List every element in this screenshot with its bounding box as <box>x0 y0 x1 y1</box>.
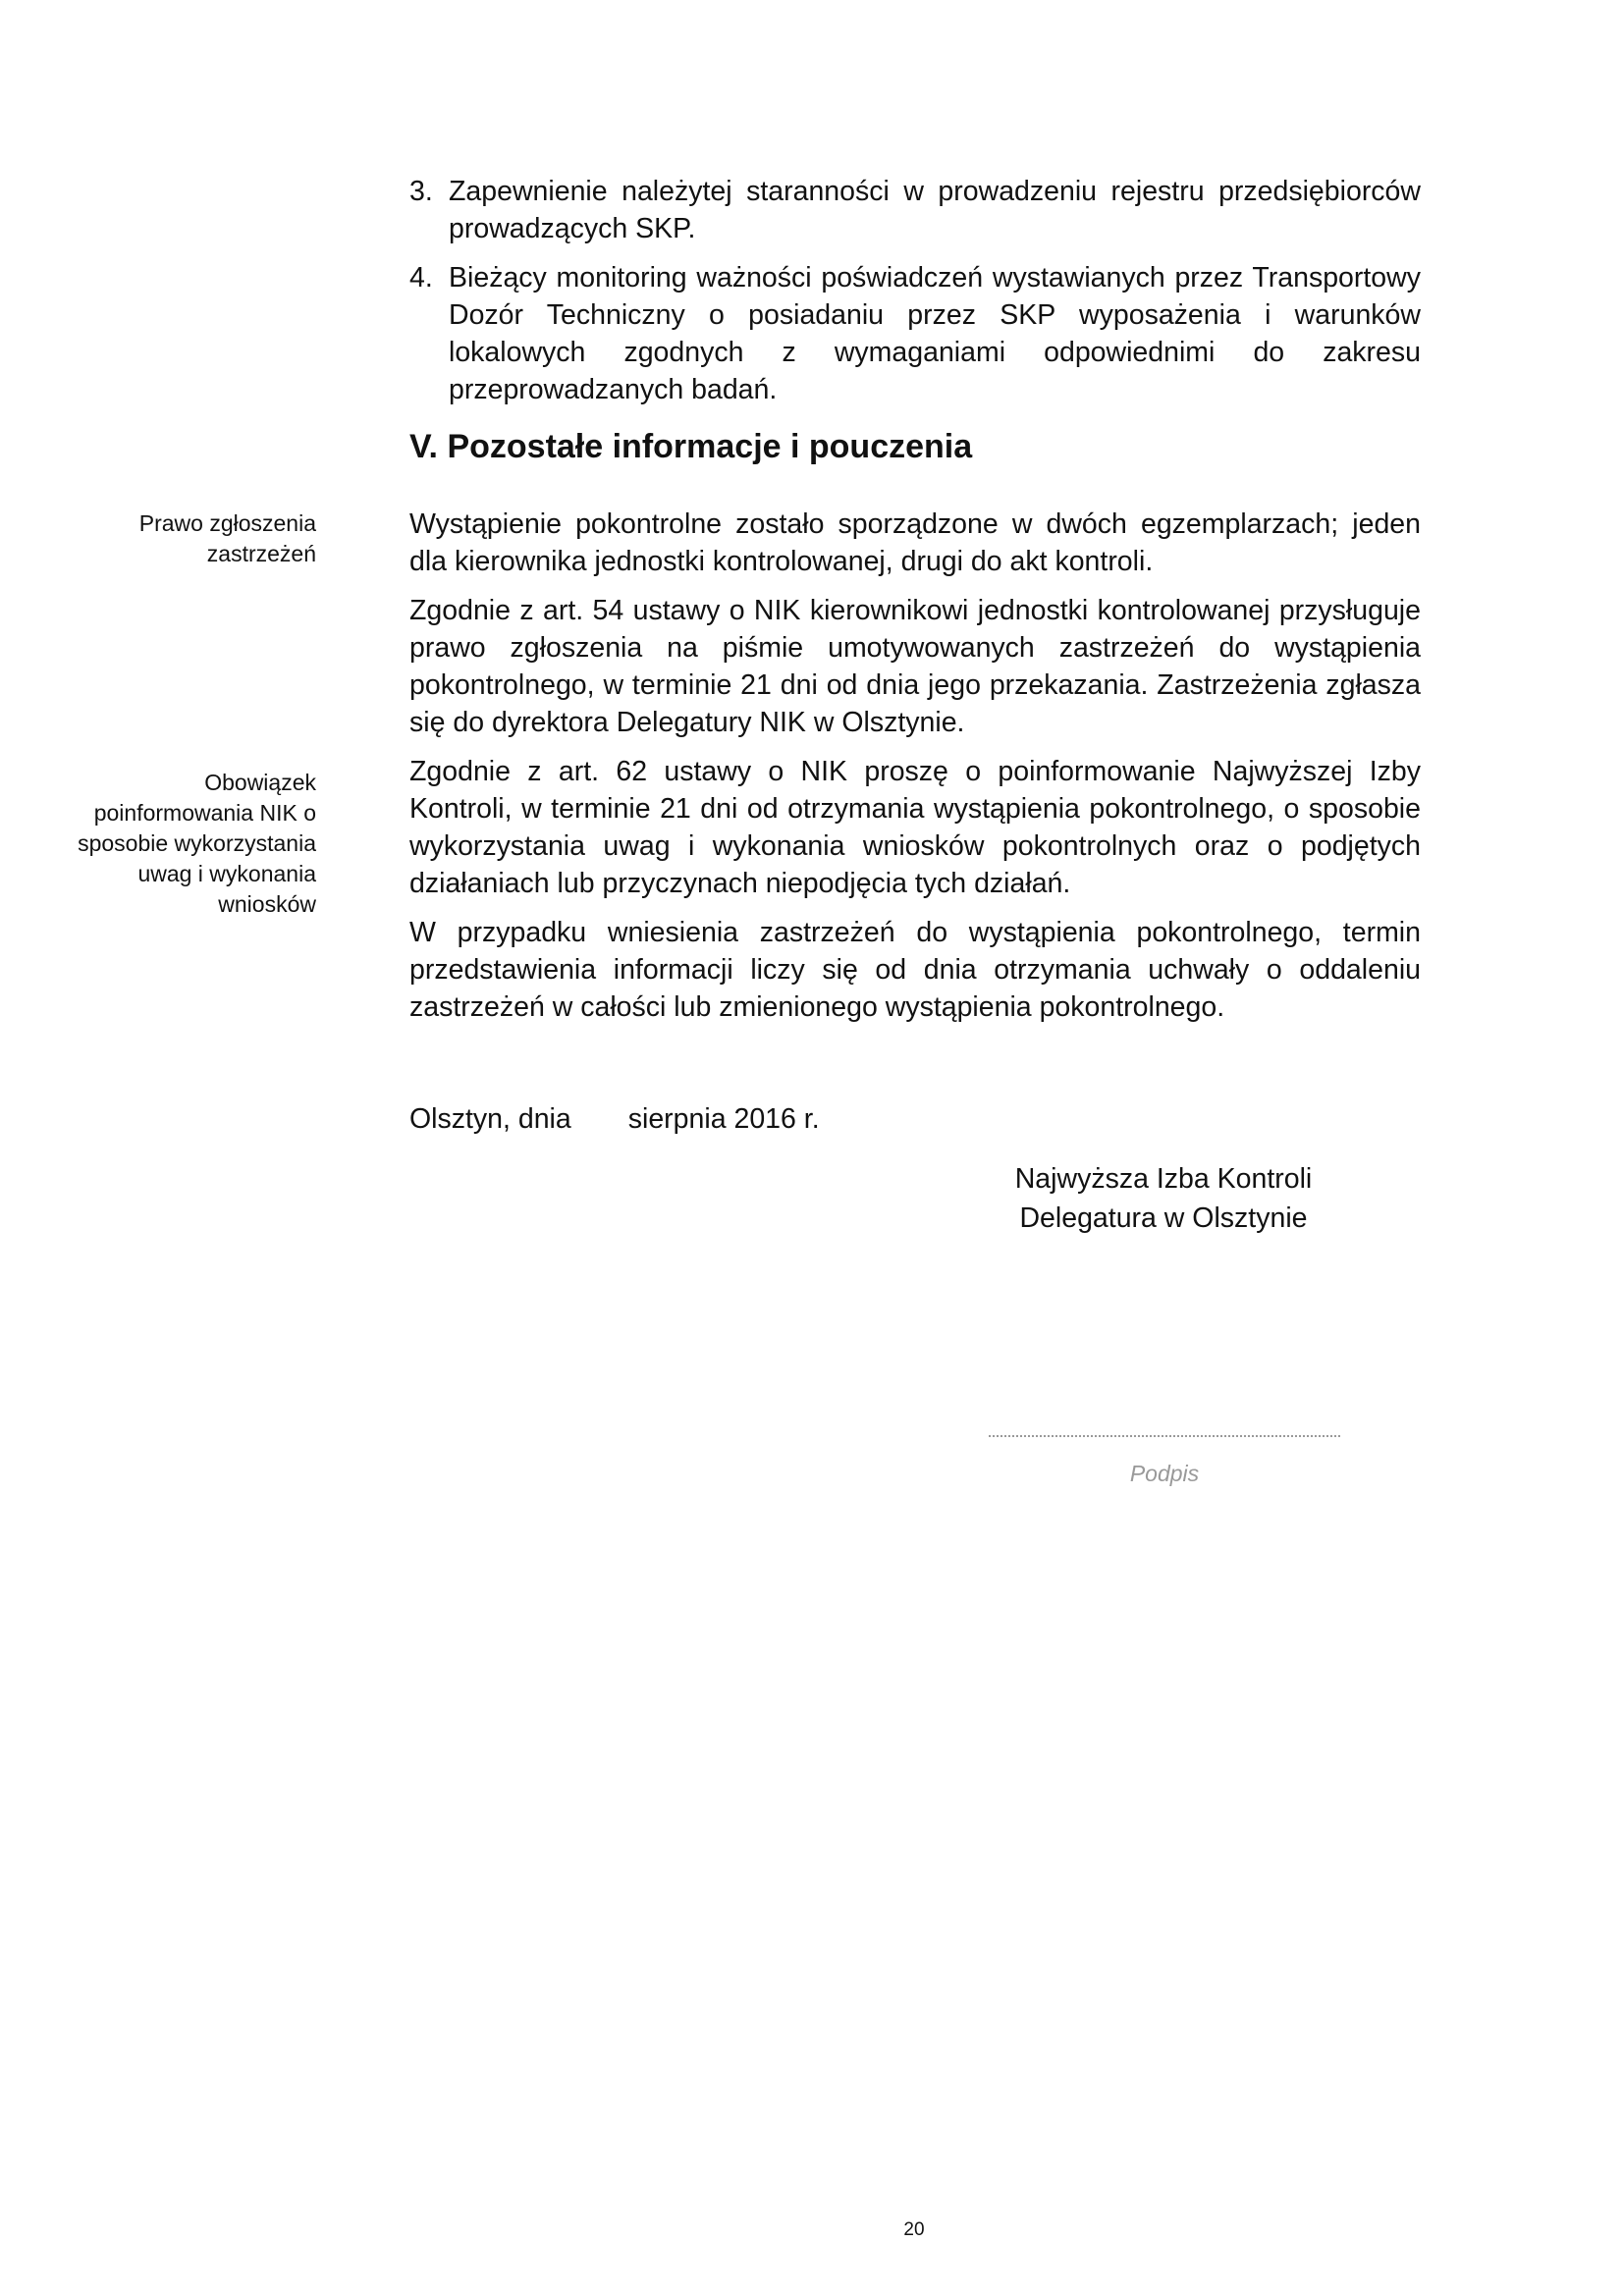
date-value: sierpnia 2016 r. <box>627 1103 820 1135</box>
paragraph: Zgodnie z art. 54 ustawy o NIK kierownikowi jednostki kontrolowanej przysługuje prawo zgłoszenia na piśmie umotywowanych zastrzeżeń do wystąpienia pokontrolnego, w terminie 21 dni od dnia jego przekazania. Zastrzeżenia zgłasza się do dyrektora Delegatury NIK w Olsztynie. <box>409 595 1421 738</box>
recommendations-list <box>409 173 1421 420</box>
list-item-text: Bieżący monitoring ważności poświadczeń wystawianych przez Transportowy Dozór Techniczny o posiadaniu przez SKP wyposażenia i warunków lokalowych zgodnych z wymaganiami odpowiednimi do zakresu przeprowadzanych badań. <box>449 262 1421 405</box>
paragraph: Wystąpienie pokontrolne zostało sporządzone w dwóch egzemplarzach; jeden dla kierownika jednostki kontrolowanej, drugi do akt kontroli. <box>409 508 1421 577</box>
list-item-number: 4. <box>409 262 433 294</box>
signature-block <box>982 1159 1345 1238</box>
margin-note-objections: Prawo zgłoszenia zastrzeżeń <box>138 510 316 566</box>
paragraph: Zgodnie z art. 62 ustawy o NIK proszę o poinformowanie Najwyższej Izby Kontroli, w terminie 21 dni od otrzymania wystąpienia pokontrolnego, o sposobie wykorzystania uwag i wykonania wniosków pokontrolnych oraz o podjętych działaniach lub przyczynach niepodjęcia tych działań. <box>409 756 1421 899</box>
section-heading: V. Pozostałe informacje i pouczenia <box>409 428 973 465</box>
margin-note-inform-nik: Obowiązek poinformowania NIK o sposobie wykorzystania uwag i wykonania wniosków <box>78 770 316 917</box>
signature-label: Podpis <box>1129 1461 1200 1486</box>
list-item-text: Zapewnienie należytej staranności w prowadzeniu rejestru przedsiębiorców prowadzących SKP. <box>449 176 1421 244</box>
signature-line <box>989 1435 1340 1437</box>
signature-delegation: Delegatura w Olsztynie <box>1019 1202 1308 1234</box>
page-number: 20 <box>903 2219 925 2240</box>
date-place: Olsztyn, dnia <box>409 1103 571 1135</box>
signature-institution: Najwyższa Izba Kontroli <box>1014 1163 1313 1195</box>
paragraph: W przypadku wniesienia zastrzeżeń do wystąpienia pokontrolnego, termin przedstawienia informacji liczy się od dnia otrzymania uchwały o oddaleniu zastrzeżeń w całości lub zmienionego wystąpienia pokontrolnego. <box>409 917 1421 1023</box>
list-item-number: 3. <box>409 176 433 207</box>
section-body <box>409 506 1421 1038</box>
list-item <box>409 259 1421 408</box>
date-line <box>409 1100 820 1138</box>
list-item <box>409 173 1421 247</box>
